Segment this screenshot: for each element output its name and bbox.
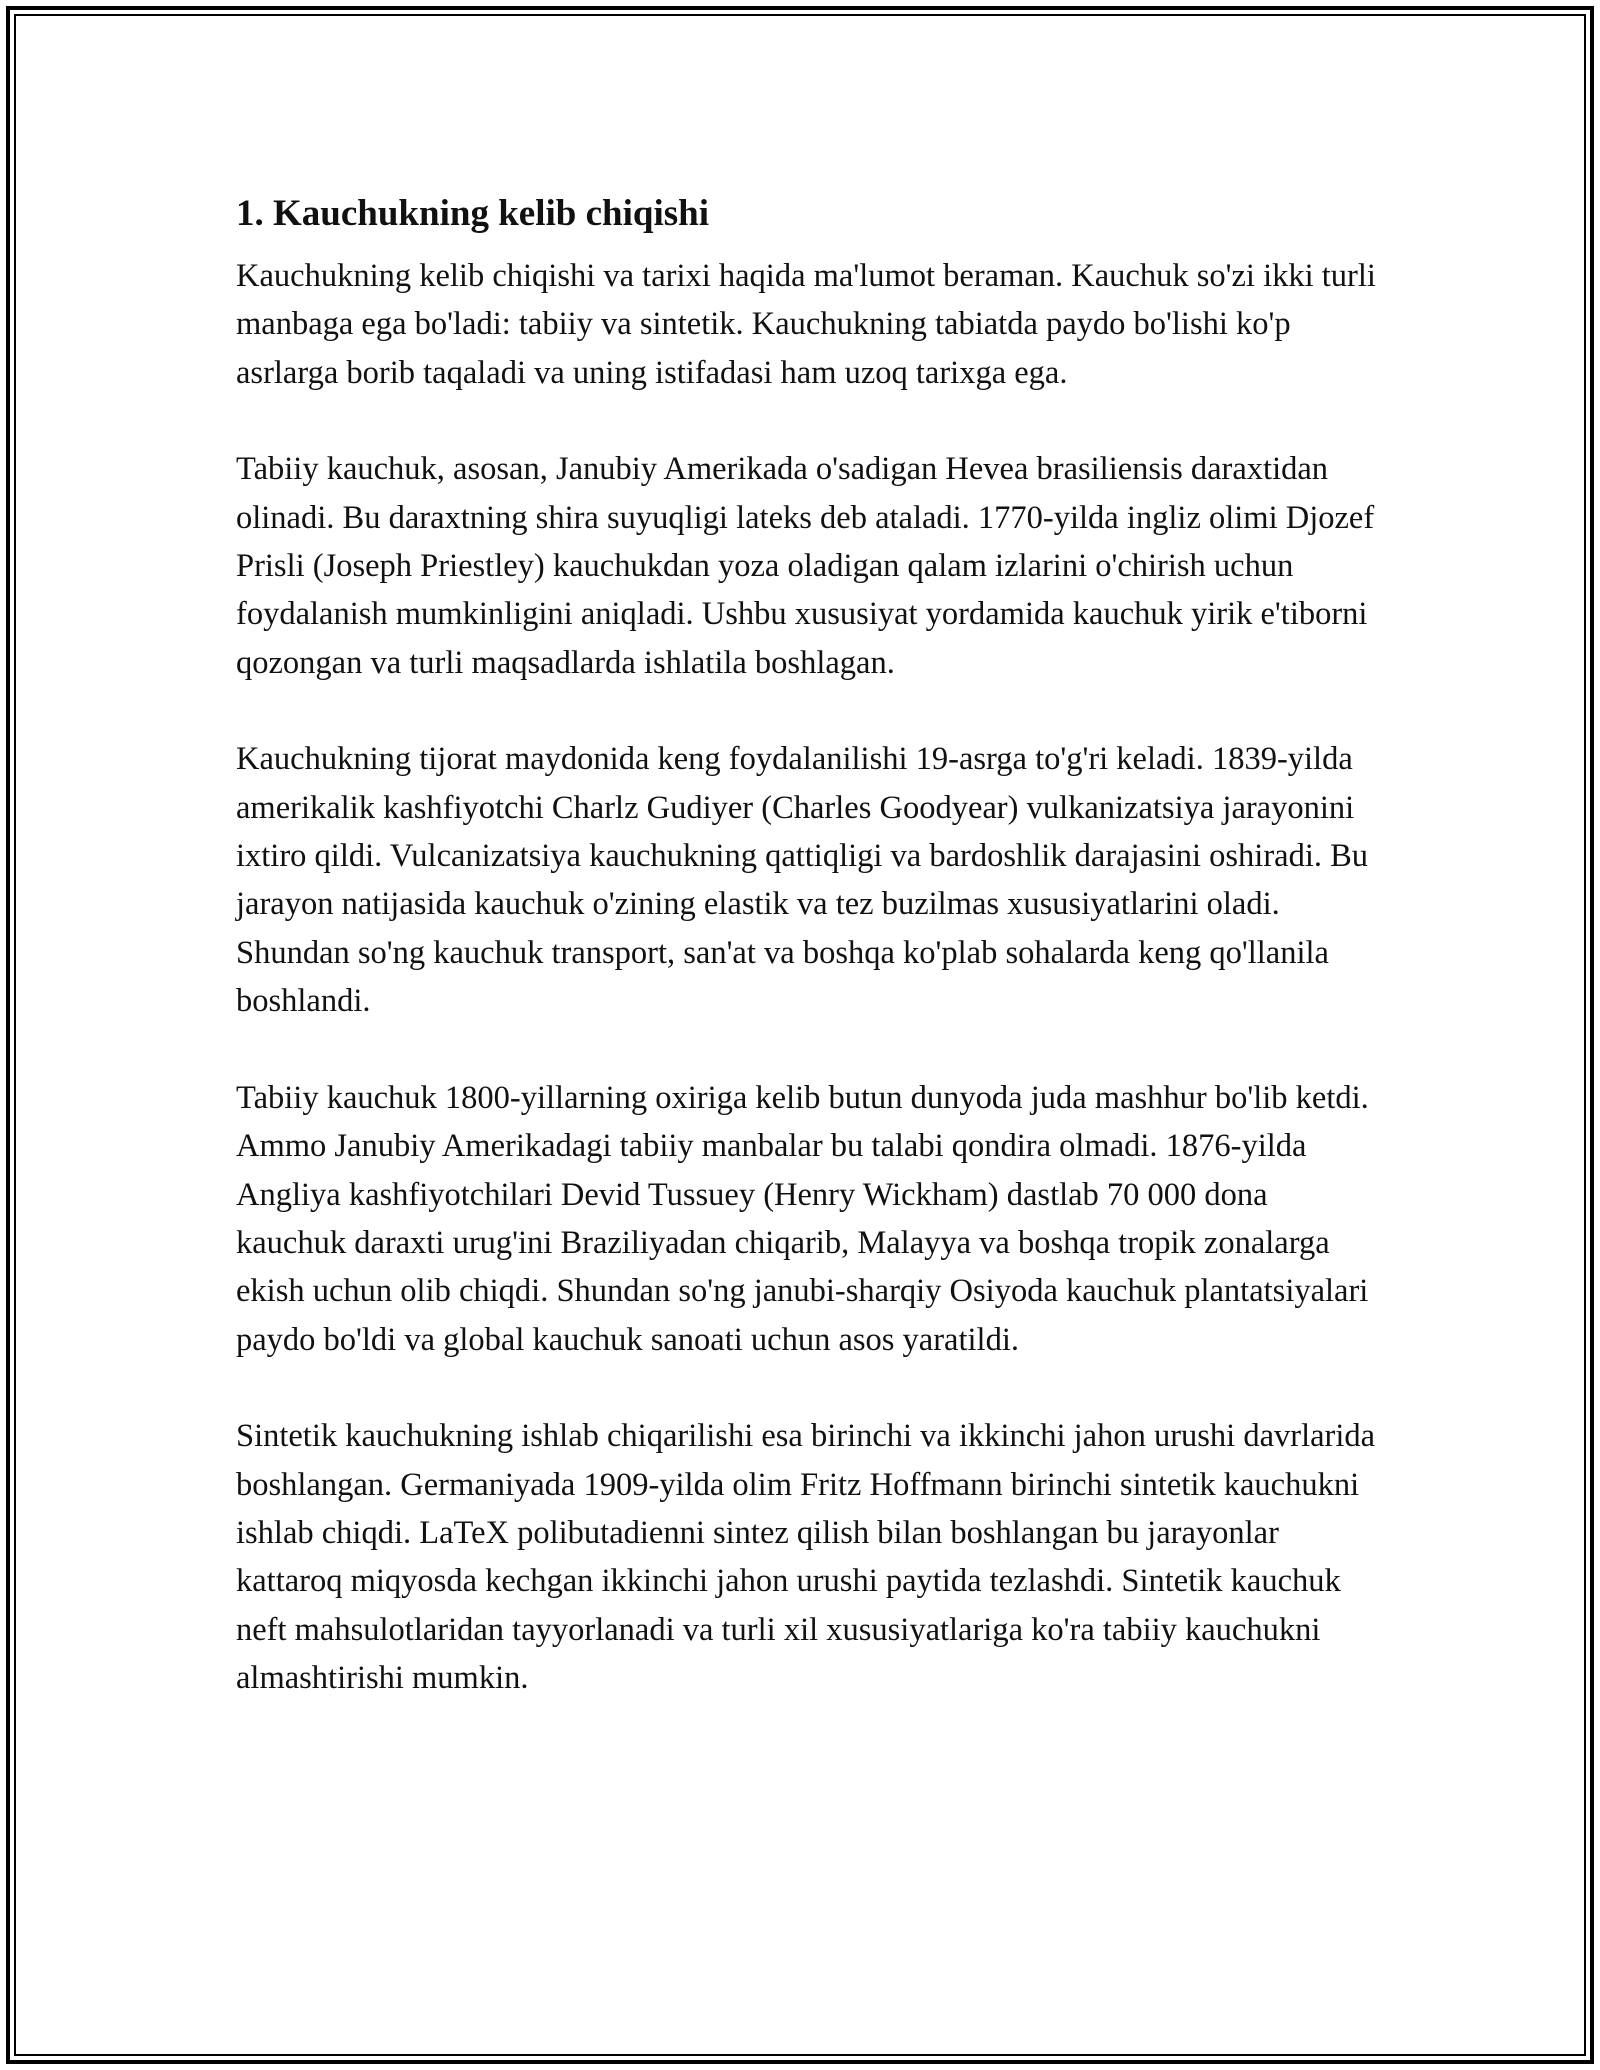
paragraph-1: Kauchukning kelib chiqishi va tarixi haqida ma'lumot beraman. Kauchuk so'zi ikki turli manbaga ega bo'ladi: tabiiy va sintetik. Kauchukning tabiatda paydo bo'lishi ko'p asrlarga borib taqaladi va uning istifadasi ham uzoq tarixga ega. <box>236 258 1376 391</box>
paragraph-4: Tabiiy kauchuk 1800-yillarning oxiriga kelib butun dunyoda juda mashhur bo'lib ketdi. Ammo Janubiy Amerikadagi tabiiy manbalar bu talabi qondira olmadi. 1876-yilda Angliya kashfiyotchilari Devid Tussuey (Henry Wickham) dastlab 70 000 dona kauchuk daraxti urug'ini Braziliyadan chiqarib, Malayya va boshqa tropik zonalarga ekish uchun olib chiqdi. Shundan so'ng janubi-sharqiy Osiyoda kauchuk plantatsiyalari paydo bo'ldi va global kauchuk sanoati uchun asos yaratildi. <box>236 1079 1369 1358</box>
document-body <box>236 190 1376 1751</box>
paragraph-3: Kauchukning tijorat maydonida keng foydalanilishi 19-asrga to'g'ri keladi. 1839-yilda amerikalik kashfiyotchi Charlz Gudiyer (Charles Goodyear) vulkanizatsiya jarayonini ixtiro qildi. Vulcanizatsiya kauchukning qattiqligi va bardoshlik darajasini oshiradi. Bu jarayon natijasida kauchuk o'zining elastik va tez buzilmas xususiyatlarini oladi. Shundan so'ng kauchuk transport, san'at va boshqa ko'plab sohalarda keng qo'llanila boshlandi. <box>236 741 1369 1020</box>
paragraph-2: Tabiiy kauchuk, asosan, Janubiy Amerikada o'sadigan Hevea brasiliensis daraxtidan olinadi. Bu daraxtning shira suyuqligi lateks deb ataladi. 1770-yilda ingliz olimi Djozef Prisli (Joseph Priestley) kauchukdan yoza oladigan qalam izlarini o'chirish uchun foydalanish mumkinligini aniqladi. Ushbu xususiyat yordamida kauchuk yirik e'tiborni qozongan va turli maqsadlarda ishlatila boshlagan. <box>236 451 1375 681</box>
section-heading: 1. Kauchukning kelib chiqishi <box>236 193 709 234</box>
paragraph-5: Sintetik kauchukning ishlab chiqarilishi esa birinchi va ikkinchi jahon urushi davrlarida boshlangan. Germaniyada 1909-yilda olim Fritz Hoffmann birinchi sintetik kauchukni ishlab chiqdi. LaTeX polibutadienni sintez qilish bilan boshlangan bu jarayonlar kattaroq miqyosda kechgan ikkinchi jahon urushi paytida tezlashdi. Sintetik kauchuk neft mahsulotlaridan tayyorlanadi va turli xil xususiyatlariga ko'ra tabiiy kauchukni almashtirishi mumkin. <box>236 1418 1376 1697</box>
